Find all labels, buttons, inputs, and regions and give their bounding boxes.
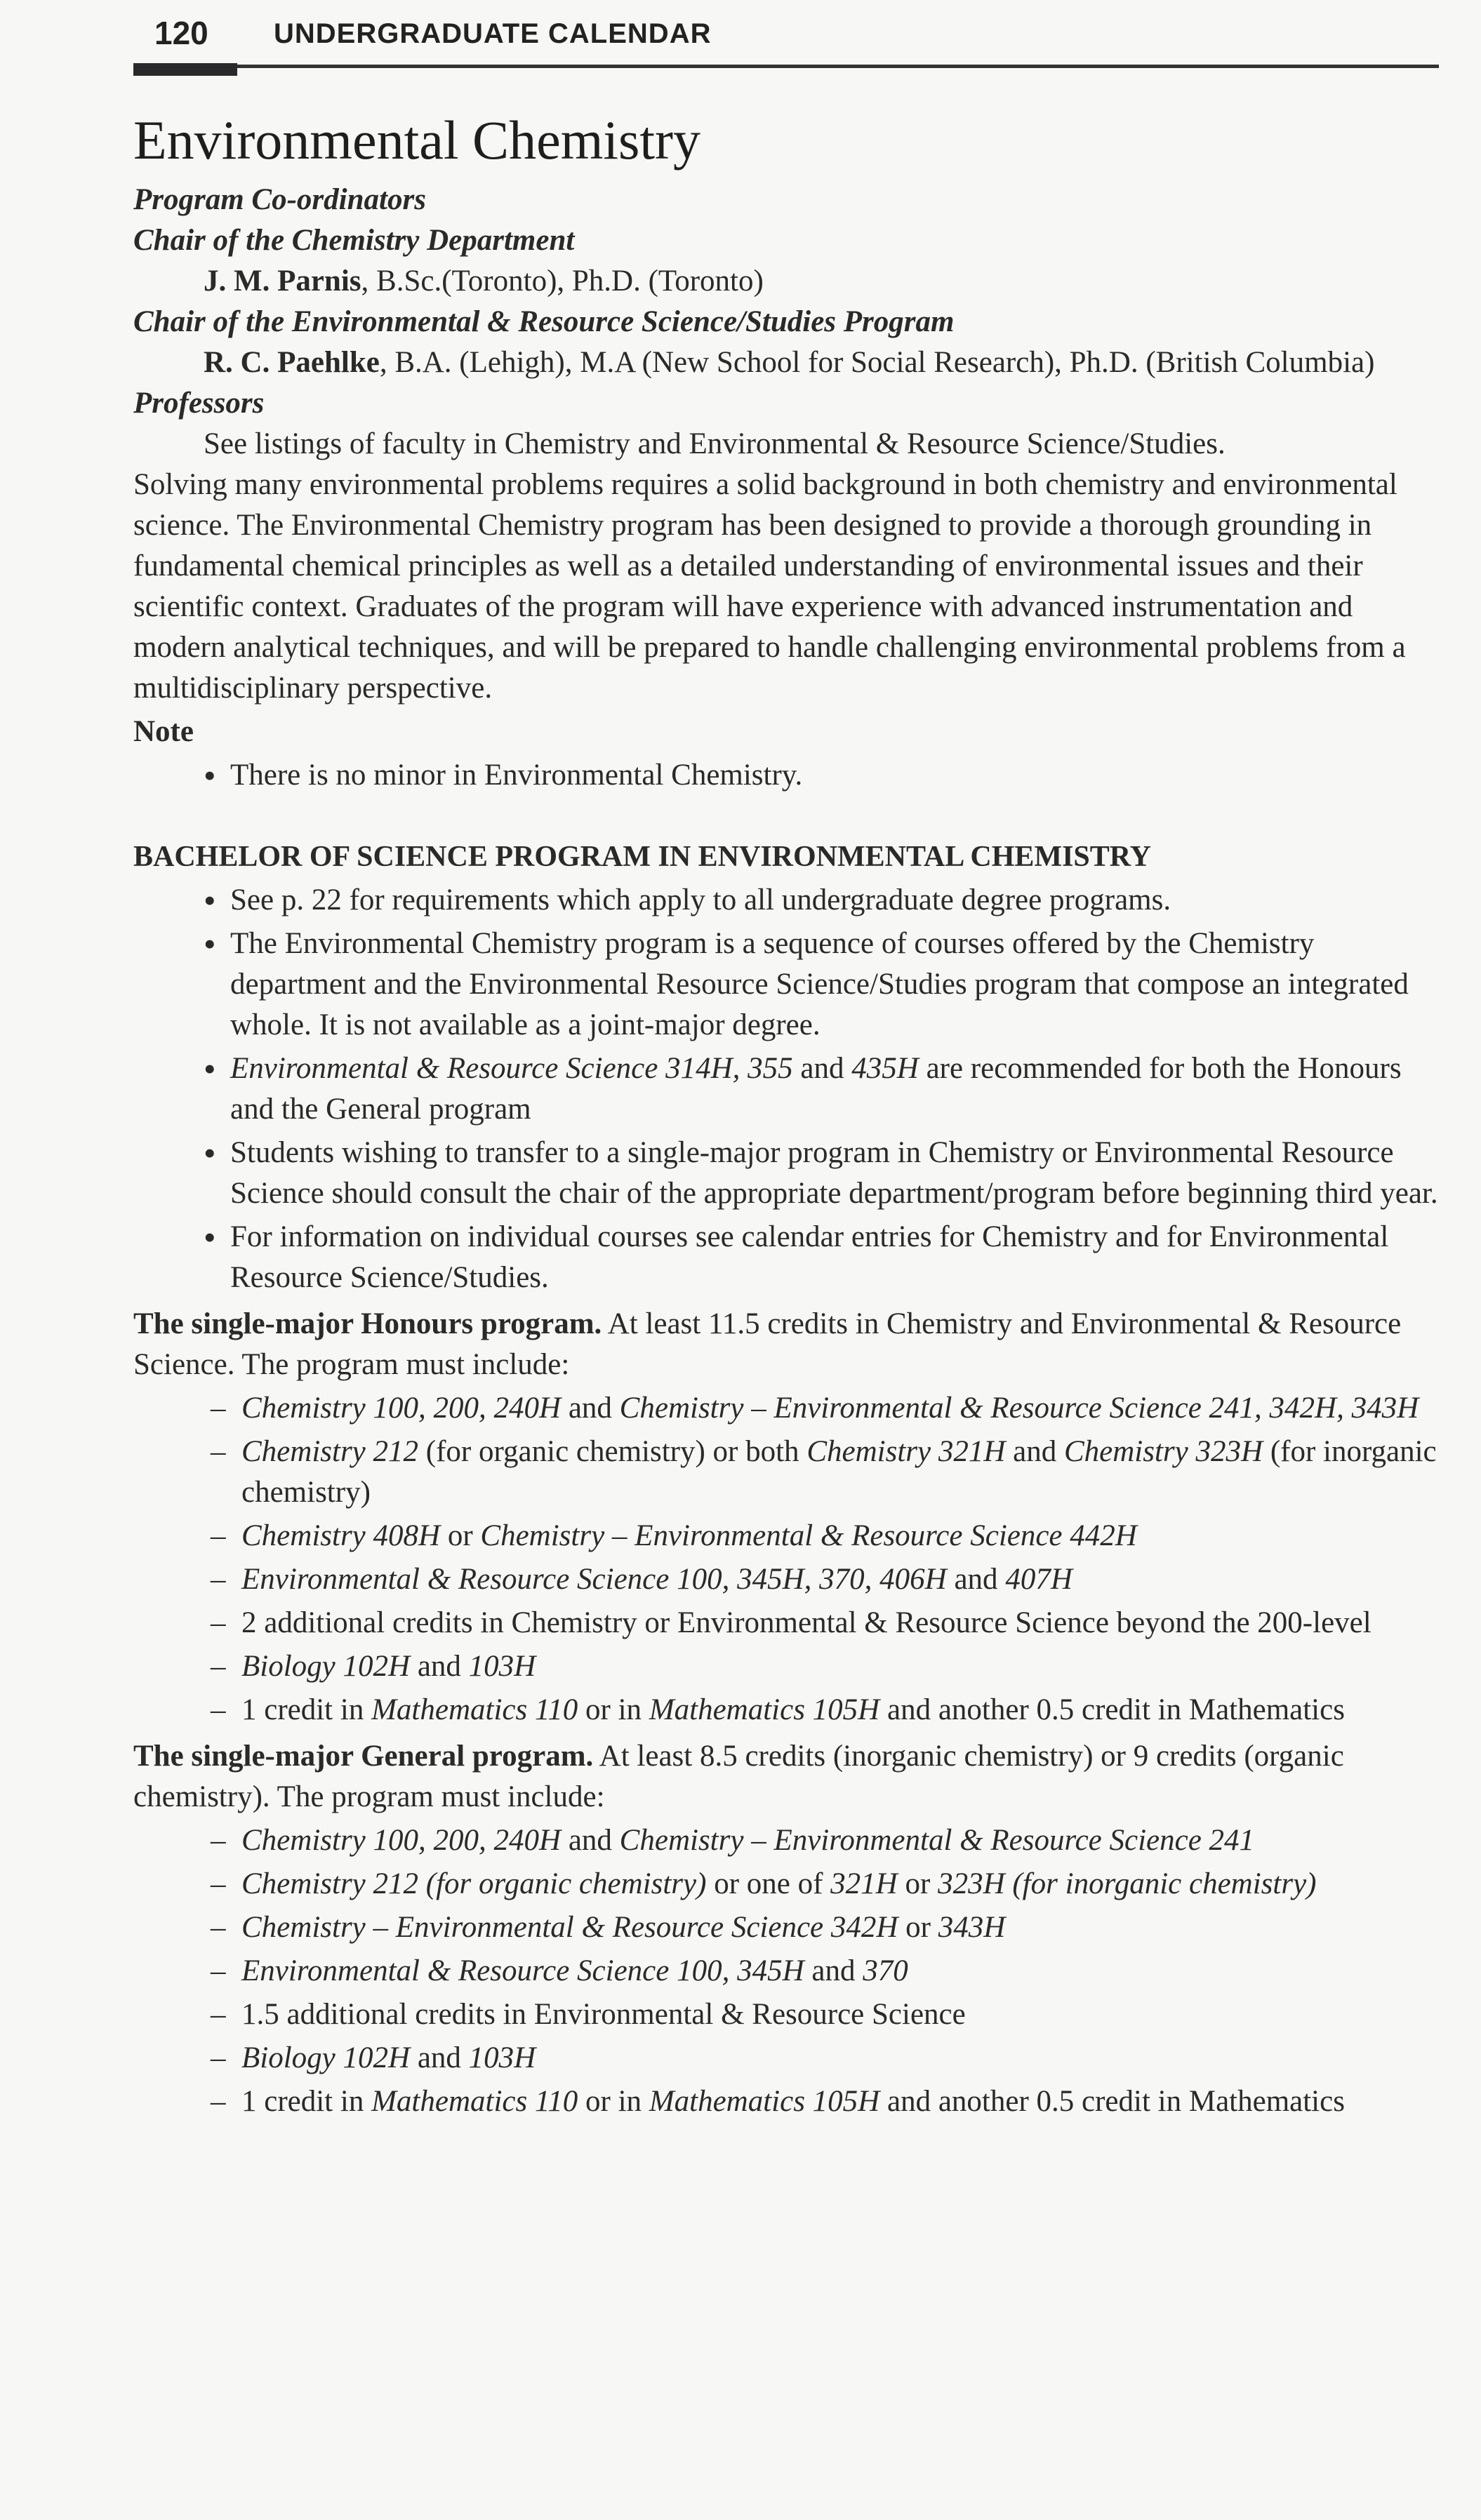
course-ref: Mathematics 105H — [649, 2085, 880, 2118]
bsc-bullet-list — [133, 880, 1446, 1298]
honours-req-7 — [211, 1690, 1446, 1731]
header-rule-thin — [237, 65, 1439, 68]
professors-label: Professors — [133, 387, 265, 420]
general-req-1 — [211, 1820, 1446, 1861]
chair-chemistry-degrees: , B.Sc.(Toronto), Ph.D. (Toronto) — [361, 265, 764, 298]
text-run: (for inorganic chemistry) — [241, 1435, 1437, 1509]
course-ref: Chemistry 100, 200, 240H — [241, 1824, 562, 1857]
text-run: and — [561, 1824, 620, 1857]
course-ref: 321H — [830, 1867, 898, 1900]
course-ref: Chemistry 212 — [241, 1435, 419, 1468]
text-run: and — [792, 1052, 852, 1085]
honours-program-paragraph — [133, 1304, 1446, 1385]
note-list — [133, 755, 1446, 796]
honours-req-2 — [211, 1432, 1446, 1513]
course-ref: Mathematics 110 — [371, 2085, 578, 2118]
running-title: UNDERGRADUATE CALENDAR — [274, 18, 712, 49]
bsc-bullet-2: • The Environmental Chemistry program is a sequence of courses offered by the Chemistry department and the Environmental Resource Science/Studies program that compose an integrated whole. It is not available as a joint-major degree. — [204, 924, 1446, 1046]
course-ref: 103H — [468, 1650, 536, 1683]
text-run: and — [410, 2041, 469, 2074]
text-run: and another 0.5 credit in Mathematics — [879, 2085, 1345, 2118]
general-requirements-list — [133, 1820, 1446, 2122]
bsc-bullet-1: • See p. 22 for requirements which apply to all undergraduate degree programs. — [204, 880, 1446, 921]
honours-program-intro: At least 11.5 credits in Chemistry and Environmental & Resource Science. The program must include: — [133, 1307, 1402, 1381]
page-header — [133, 10, 1446, 73]
general-program-intro: At least 8.5 credits (inorganic chemistry) or 9 credits (organic chemistry). The program must include: — [133, 1740, 1344, 1813]
text-run: and another 0.5 credit in Mathematics — [879, 1693, 1345, 1726]
text-run: 1 credit in — [241, 2085, 372, 2118]
chair-chemistry-name: J. M. Parnis — [204, 265, 361, 298]
text-run: or in — [578, 2085, 649, 2118]
text-run: or — [898, 1911, 938, 1944]
course-ref: Environmental & Resource Science 314H, 355 — [230, 1052, 793, 1085]
honours-req-3 — [211, 1516, 1446, 1556]
course-ref: Environmental & Resource Science 100, 345H, 370, 406H — [241, 1563, 947, 1596]
header-rule-thick — [133, 63, 237, 76]
text-run: and — [1005, 1435, 1064, 1468]
text-run: or one of — [706, 1867, 831, 1900]
course-ref: Chemistry 321H — [806, 1435, 1006, 1468]
general-program-paragraph — [133, 1736, 1446, 1818]
general-req-6 — [211, 2038, 1446, 2079]
course-ref: Chemistry 323H — [1063, 1435, 1263, 1468]
text-run: are recommended for both the Honours and the General program — [230, 1052, 1402, 1126]
course-ref: 323H (for inorganic chemistry) — [938, 1867, 1317, 1900]
bsc-bullet-5: • For information on individual courses see calendar entries for Chemistry and for Environmental Resource Science/Studies. — [204, 1217, 1446, 1298]
course-ref: Chemistry 408H — [241, 1519, 441, 1552]
general-req-2 — [211, 1864, 1446, 1905]
text-run: and — [410, 1650, 469, 1683]
text-run: or in — [578, 1693, 649, 1726]
honours-req-5: – 2 additional credits in Chemistry or Environmental & Resource Science beyond the 200-level — [211, 1603, 1446, 1644]
page-content — [133, 105, 1446, 2125]
coordinators-label: Program Co-ordinators — [133, 183, 426, 216]
chair-environmental-label: Chair of the Environmental & Resource Science/Studies Program — [133, 305, 955, 338]
text-run: 1 credit in — [241, 1693, 372, 1726]
intro-paragraph: Solving many environmental problems requires a solid background in both chemistry and environmental science. The Environmental Chemistry program has been designed to provide a thorough grounding in fundamental chemical principles as well as a detailed understanding of environmental issues and their scientific context. Graduates of the program will have experience with advanced instrumentation and modern analytical techniques, and will be prepared to handle challenging environmental problems from a multidisciplinary perspective. — [133, 468, 1406, 705]
honours-req-6 — [211, 1646, 1446, 1687]
course-ref: Chemistry – Environmental & Resource Science 241 — [619, 1824, 1255, 1857]
text-run: or — [897, 1867, 938, 1900]
chair-environmental-degrees: , B.A. (Lehigh), M.A (New School for Social Research), Ph.D. (British Columbia) — [379, 346, 1375, 379]
note-label: Note — [133, 715, 194, 748]
bsc-bullet-4: • Students wishing to transfer to a single-major program in Chemistry or Environmental Resource Science should consult the chair of the appropriate department/program before beginning third year. — [204, 1133, 1446, 1214]
course-ref: Chemistry 212 (for organic chemistry) — [241, 1867, 707, 1900]
general-req-7 — [211, 2081, 1446, 2122]
course-ref: 370 — [863, 1954, 908, 1987]
course-ref: Chemistry – Environmental & Resource Science 342H — [241, 1911, 898, 1944]
course-ref: 343H — [938, 1911, 1006, 1944]
general-req-4 — [211, 1951, 1446, 1992]
text-run: and — [804, 1954, 863, 1987]
text-run: and — [561, 1392, 620, 1425]
page-number: 120 — [154, 15, 208, 51]
course-ref: Biology 102H — [241, 2041, 411, 2074]
course-ref: Chemistry – Environmental & Resource Science 241, 342H, 343H — [619, 1392, 1419, 1425]
course-ref: Environmental & Resource Science 100, 345H — [241, 1954, 804, 1987]
note-item: • There is no minor in Environmental Chemistry. — [204, 755, 1446, 796]
chair-chemistry-entry — [133, 261, 1446, 302]
course-ref: Chemistry 100, 200, 240H — [241, 1392, 562, 1425]
general-req-5: – 1.5 additional credits in Environmental & Resource Science — [211, 1994, 1446, 2035]
course-ref: Biology 102H — [241, 1650, 411, 1683]
course-ref: Mathematics 105H — [649, 1693, 880, 1726]
text-run: or — [440, 1519, 481, 1552]
honours-requirements-list — [133, 1388, 1446, 1731]
text-run: (for organic chemistry) or both — [418, 1435, 807, 1468]
bsc-bullet-3 — [204, 1048, 1446, 1130]
course-ref: Mathematics 110 — [371, 1693, 578, 1726]
general-req-3 — [211, 1907, 1446, 1948]
course-ref: 103H — [468, 2041, 536, 2074]
bsc-heading: BACHELOR OF SCIENCE PROGRAM IN ENVIRONMENTAL CHEMISTRY — [133, 841, 1151, 873]
honours-req-1 — [211, 1388, 1446, 1429]
section-title: Environmental Chemistry — [133, 109, 701, 171]
honours-program-title: The single-major Honours program. — [133, 1307, 602, 1340]
professors-text: See listings of faculty in Chemistry and Environmental & Resource Science/Studies. — [204, 427, 1226, 460]
course-ref: Chemistry – Environmental & Resource Science 442H — [480, 1519, 1137, 1552]
chair-chemistry-label: Chair of the Chemistry Department — [133, 224, 575, 257]
text-run: and — [946, 1563, 1006, 1596]
course-ref: 435H — [851, 1052, 919, 1085]
chair-environmental-name: R. C. Paehlke — [204, 346, 380, 379]
honours-req-4 — [211, 1559, 1446, 1600]
course-ref: 407H — [1005, 1563, 1072, 1596]
chair-environmental-entry — [133, 342, 1446, 383]
general-program-title: The single-major General program. — [133, 1740, 594, 1773]
